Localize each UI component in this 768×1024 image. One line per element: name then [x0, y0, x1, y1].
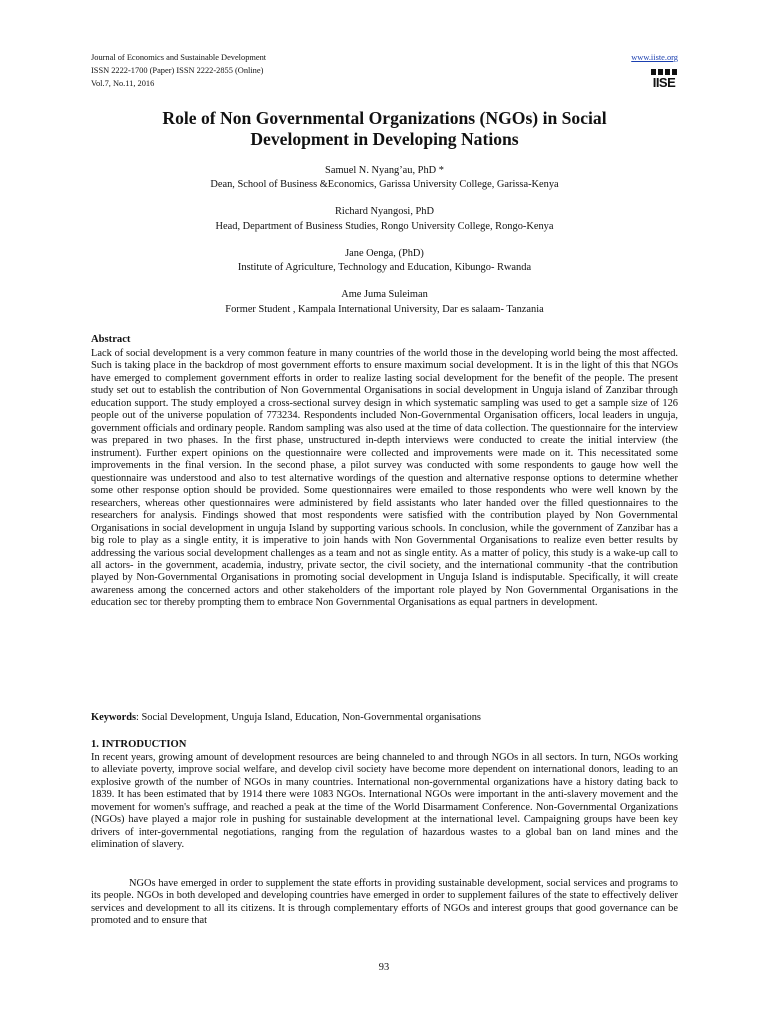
abstract-heading: Abstract	[91, 334, 131, 345]
introduction-paragraph-2: NGOs have emerged in order to supplement the state efforts in providing sustainable development, social services and programs to its people. NGOs in both developed and developing countries have emerged in order to supplement failures of the state to effectively deliver services and development to all its citizens. It is through complementary efforts of NGOs and interest groups that good governance can be promoted and to ensure that	[91, 878, 678, 927]
author-name: Richard Nyangosi, PhD	[335, 206, 434, 218]
iiste-logo	[651, 69, 677, 91]
author-affiliation: Former Student , Kampala International University, Dar es salaam- Tanzania	[225, 303, 544, 315]
author-name: Jane Oenga, (PhD)	[345, 247, 424, 259]
author-name: Ame Juma Suleiman	[341, 289, 428, 301]
journal-info	[91, 51, 266, 90]
logo-text: IISE	[652, 75, 676, 90]
introduction-paragraph-1: In recent years, growing amount of development resources are being channeled to and through NGOs in all sectors. In turn, NGOs working to alleviate poverty, improve social welfare, and develop civil society have become more dependent on international donors, leading to an explosive growth of the number of NGOs in many countries. International non-governmental organizations have a history dating back to 1839. It has been estimated that by 1914 there were 1083 NGOs. International NGOs were important in the anti-slavery movement and the movement for women's suffrage, and reached a peak at the time of the World Disarmament Conference. Non-Governmental Organizations (NGOs) have played a major role in pushing for sustainable development at the international level. Campaigning groups have been key drivers of inter-governmental negotiations, ranging from the regulation of hazardous wastes to a global ban on land mines and the elimination of slavery.	[91, 752, 678, 851]
author-list	[91, 164, 678, 330]
page-number: 93	[378, 962, 390, 973]
author-block	[91, 205, 678, 234]
paper-title	[91, 108, 678, 150]
keywords-line	[91, 711, 678, 724]
journal-header	[91, 51, 678, 95]
author-affiliation: Institute of Agriculture, Technology and Education, Kibungo- Rwanda	[237, 262, 532, 274]
author-affiliation: Dean, School of Business &Economics, Garissa University College, Garissa-Kenya	[210, 179, 559, 191]
paper-title-line-2: Development in Developing Nations	[250, 129, 519, 149]
keywords-label: Keywords	[91, 712, 137, 723]
author-affiliation: Head, Department of Business Studies, Rongo University College, Rongo-Kenya	[215, 220, 554, 232]
author-block	[91, 288, 678, 317]
journal-issn: ISSN 2222-1700 (Paper) ISSN 2222-2855 (Online)	[91, 66, 264, 75]
author-block	[91, 247, 678, 276]
introduction-heading: 1. INTRODUCTION	[91, 739, 187, 750]
author-block	[91, 164, 678, 193]
author-name: Samuel N. Nyang’au, PhD *	[325, 165, 444, 176]
paper-title-line-1: Role of Non Governmental Organizations (NGOs) in Social	[162, 108, 607, 128]
keywords-text: : Social Development, Unguja Island, Education, Non-Governmental organisations	[136, 712, 481, 723]
abstract-text: Lack of social development is a very common feature in many countries of the world those in the developing world being the most affected. Such is taking place in the backdrop of most government efforts to ensure maximum social development. It is in the light of this that NGOs have emerged to complement government efforts in order to realize lasting social development for the benefit of the people. The present study set out to establish the contribution of Non Governmental Organisations in social development in Unguja island of Zanzibar through education support. The study employed a cross-sectional survey design in which systematic sampling was used to get a sample size of 126 people out of the universe population of 773234. Respondents included Non-Governmental Organisation officers, local leaders in unguja, government officials and ordinary people. Random sampling was also used at the time of data collection. The questionnaire for the interview was prepared in two phases. In the first phase, unstructured in-depth interviews were conducted to create the initial interview (the instrument). Further expert opinions on the questionnaire were collected and improvements were made on it. This necessitated some improvements in the final version. In the second phase, a pilot survey was conducted with some respondents to gauge how well the questionnaire was understood and also to test alternative wordings of the question and alternative response options to determine whether some other response option should be provided. Some questionnaires were emailed to those respondents who were well known by the researchers, whereas other questionnaires were administered by field assistants who later handed over the filled questionnaires to the researchers for analysis. Findings showed that most respondents were satisfied with the contribution played by Non Governmental Organisations in social development in unguja Island by supporting various schools. In conclusion, while the government of Zanzibar has a big role to play as a single entity, it is imperative to join hands with Non Governmental Organisations to realize even better results by addressing the various social development challenges as a team and not as single entity. As a matter of policy, this study is a wake-up call to all actors- in the government, academia, industry, private sector, the civil society, and the international community -that the contribution played by Non-Governmental Organisations in promoting social development in Unguja Island is indisputable. Specifically, it will create awareness among the concerned actors and other stakeholders of the important role played by Non Governmental Organisations in the education sec tor thereby prompting them to embrace Non Governmental Organisations as equal partners in development.	[91, 348, 678, 609]
journal-name: Journal of Economics and Sustainable Development	[91, 53, 267, 62]
journal-volume: Vol.7, No.11, 2016	[91, 79, 155, 88]
journal-website-link[interactable]: www.iiste.org	[631, 53, 678, 62]
